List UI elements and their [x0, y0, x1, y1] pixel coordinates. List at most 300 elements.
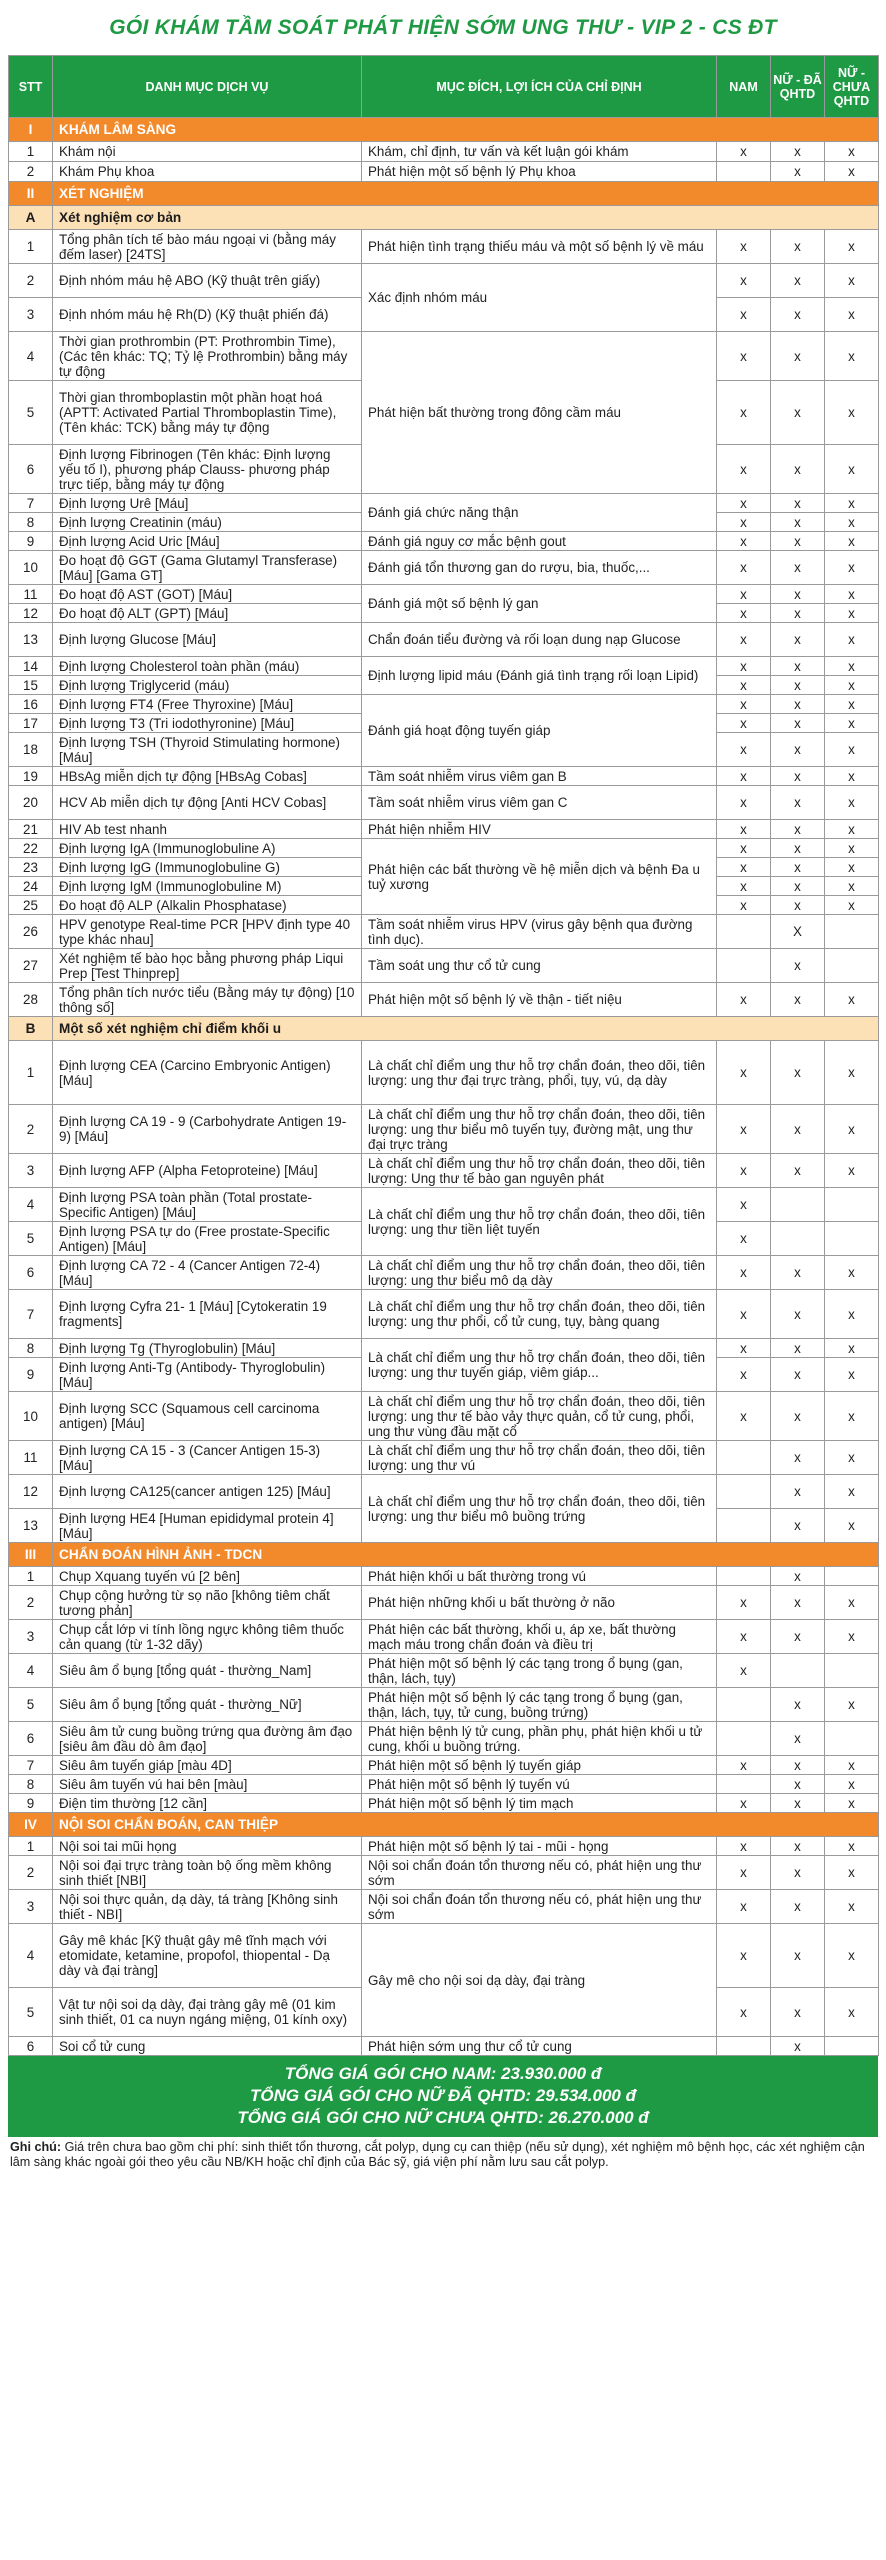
service-name: Tổng phân tích tế bào máu ngoại vi (bằng máy đếm laser) [24TS] — [53, 230, 362, 264]
service-name: Tổng phân tích nước tiểu (Bằng máy tự động) [10 thông số] — [53, 983, 362, 1017]
service-name: Định lượng Triglycerid (máu) — [53, 676, 362, 695]
male-mark: x — [717, 1105, 771, 1154]
service-purpose: Phát hiện một số bệnh lý các tạng trong ổ bụng (gan, thận, lách, tụy) — [362, 1654, 717, 1688]
total-male: TỔNG GIÁ GÓI CHO NAM: 23.930.000 đ — [284, 2064, 602, 2083]
service-name: Định lượng AFP (Alpha Fetoproteine) [Máu] — [53, 1154, 362, 1188]
female-single-mark — [825, 915, 879, 949]
service-name: Thời gian thromboplastin một phần hoạt hoá (APTT: Activated Partial Thromboplastin Time), (Tên khác: TCK) bằng máy tự động — [53, 381, 362, 445]
table-header-row — [9, 56, 879, 118]
female-single-mark: x — [825, 332, 879, 381]
service-name: Định lượng FT4 (Free Thyroxine) [Máu] — [53, 695, 362, 714]
row-stt: 19 — [9, 767, 53, 786]
table-row — [9, 1775, 879, 1794]
table-row — [9, 623, 879, 657]
female-married-mark: x — [771, 264, 825, 298]
row-stt: 1 — [9, 1041, 53, 1105]
service-purpose: Phát hiện một số bệnh lý về thận - tiết niệu — [362, 983, 717, 1017]
male-mark — [717, 1475, 771, 1509]
total-female-married: TỔNG GIÁ GÓI CHO NỮ ĐÃ QHTD: 29.534.000 đ — [250, 2086, 636, 2105]
female-single-mark: x — [825, 1794, 879, 1813]
male-mark: x — [717, 1290, 771, 1339]
female-single-mark: x — [825, 494, 879, 513]
female-married-mark: x — [771, 1105, 825, 1154]
table-row — [9, 142, 879, 162]
male-mark: x — [717, 1256, 771, 1290]
table-row — [9, 1654, 879, 1688]
totals-box — [8, 2056, 878, 2137]
female-married-mark: x — [771, 494, 825, 513]
section-row — [9, 1543, 879, 1567]
female-single-mark: x — [825, 858, 879, 877]
female-married-mark: x — [771, 298, 825, 332]
female-single-mark: x — [825, 532, 879, 551]
section-row — [9, 1813, 879, 1837]
female-married-mark: x — [771, 230, 825, 264]
service-purpose: Là chất chỉ điểm ung thư hỗ trợ chẩn đoán, theo dõi, tiên lượng: Ung thư tế bào gan nguyên phát — [362, 1154, 717, 1188]
table-row — [9, 264, 879, 298]
service-purpose: Phát hiện sớm ung thư cổ tử cung — [362, 2037, 717, 2056]
male-mark: x — [717, 1654, 771, 1688]
male-mark: x — [717, 494, 771, 513]
section-row — [9, 118, 879, 142]
service-purpose: Phát hiện một số bệnh lý tai - mũi - họng — [362, 1837, 717, 1856]
female-single-mark: x — [825, 1392, 879, 1441]
table-row — [9, 695, 879, 714]
female-married-mark: x — [771, 786, 825, 820]
section-label: Xét nghiệm cơ bản — [53, 206, 879, 230]
row-stt: 12 — [9, 604, 53, 623]
female-single-mark: x — [825, 1105, 879, 1154]
row-stt: 3 — [9, 1154, 53, 1188]
service-name: Định lượng CA 19 - 9 (Carbohydrate Antigen 19-9) [Máu] — [53, 1105, 362, 1154]
table-row — [9, 1567, 879, 1586]
service-purpose: Phát hiện một số bệnh lý các tạng trong ổ bụng (gan, thận, lách, tụy, tử cung, buồng trứng) — [362, 1688, 717, 1722]
row-stt: 16 — [9, 695, 53, 714]
service-name: HCV Ab miễn dịch tự động [Anti HCV Cobas] — [53, 786, 362, 820]
section-code: II — [9, 182, 53, 206]
male-mark: x — [717, 714, 771, 733]
female-married-mark: x — [771, 1890, 825, 1924]
service-name: Chụp cộng hưởng từ sọ não [không tiêm chất tương phản] — [53, 1586, 362, 1620]
female-married-mark: x — [771, 513, 825, 532]
female-married-mark: x — [771, 381, 825, 445]
table-row — [9, 767, 879, 786]
service-purpose: Tầm soát nhiễm virus HPV (virus gây bệnh qua đường tình dục). — [362, 915, 717, 949]
table-row — [9, 1924, 879, 1988]
service-purpose: Phát hiện nhiễm HIV — [362, 820, 717, 839]
male-mark: x — [717, 877, 771, 896]
row-stt: 13 — [9, 623, 53, 657]
table-row — [9, 786, 879, 820]
female-single-mark: x — [825, 820, 879, 839]
service-purpose: Là chất chỉ điểm ung thư hỗ trợ chẩn đoán, theo dõi, tiên lượng: ung thư tuyến giáp, viêm giáp... — [362, 1339, 717, 1392]
service-name: HIV Ab test nhanh — [53, 820, 362, 839]
female-married-mark: x — [771, 1475, 825, 1509]
female-single-mark: x — [825, 381, 879, 445]
row-stt: 4 — [9, 1654, 53, 1688]
service-name: Định lượng CA125(cancer antigen 125) [Máu] — [53, 1475, 362, 1509]
female-married-mark: x — [771, 1358, 825, 1392]
male-mark: x — [717, 264, 771, 298]
service-purpose: Phát hiện bệnh lý tử cung, phần phụ, phát hiện khối u tử cung, khối u buồng trứng. — [362, 1722, 717, 1756]
female-single-mark: x — [825, 1358, 879, 1392]
service-name: HPV genotype Real-time PCR [HPV định type 40 type khác nhau] — [53, 915, 362, 949]
table-row — [9, 2037, 879, 2056]
header-stt: STT — [9, 56, 53, 118]
female-single-mark: x — [825, 983, 879, 1017]
female-single-mark: x — [825, 1756, 879, 1775]
female-single-mark: x — [825, 264, 879, 298]
row-stt: 4 — [9, 1188, 53, 1222]
female-married-mark — [771, 1654, 825, 1688]
female-single-mark: x — [825, 657, 879, 676]
female-married-mark: x — [771, 1441, 825, 1475]
male-mark: x — [717, 1222, 771, 1256]
service-name: Định lượng HE4 [Human epididymal protein 4] [Máu] — [53, 1509, 362, 1543]
female-married-mark: x — [771, 162, 825, 182]
service-purpose: Phát hiện một số bệnh lý Phụ khoa — [362, 162, 717, 182]
row-stt: 1 — [9, 142, 53, 162]
service-name: Định lượng CA 72 - 4 (Cancer Antigen 72-4) [Máu] — [53, 1256, 362, 1290]
service-name: Định lượng Anti-Tg (Antibody- Thyroglobulin) [Máu] — [53, 1358, 362, 1392]
row-stt: 2 — [9, 1586, 53, 1620]
male-mark: x — [717, 676, 771, 695]
female-married-mark: x — [771, 949, 825, 983]
service-name: Định lượng Glucose [Máu] — [53, 623, 362, 657]
male-mark: x — [717, 695, 771, 714]
female-single-mark: x — [825, 162, 879, 182]
table-row — [9, 657, 879, 676]
male-mark — [717, 1509, 771, 1543]
row-stt: 22 — [9, 839, 53, 858]
female-married-mark: x — [771, 1041, 825, 1105]
service-name: Định lượng Creatinin (máu) — [53, 513, 362, 532]
male-mark: x — [717, 983, 771, 1017]
section-label: Một số xét nghiệm chỉ điểm khối u — [53, 1017, 879, 1041]
female-single-mark: x — [825, 1890, 879, 1924]
female-married-mark: x — [771, 676, 825, 695]
female-married-mark: x — [771, 332, 825, 381]
service-name: Định lượng IgA (Immunoglobuline A) — [53, 839, 362, 858]
female-married-mark: x — [771, 877, 825, 896]
male-mark: x — [717, 1756, 771, 1775]
service-purpose: Tầm soát nhiễm virus viêm gan C — [362, 786, 717, 820]
section-code: III — [9, 1543, 53, 1567]
row-stt: 10 — [9, 1392, 53, 1441]
female-single-mark: x — [825, 1856, 879, 1890]
section-code: IV — [9, 1813, 53, 1837]
female-married-mark: x — [771, 1620, 825, 1654]
page-title: GÓI KHÁM TẦM SOÁT PHÁT HIỆN SỚM UNG THƯ - VIP 2 - CS ĐT — [109, 15, 777, 39]
row-stt: 5 — [9, 381, 53, 445]
female-single-mark — [825, 1567, 879, 1586]
female-single-mark: x — [825, 298, 879, 332]
female-single-mark: x — [825, 1837, 879, 1856]
female-married-mark: x — [771, 585, 825, 604]
row-stt: 6 — [9, 1256, 53, 1290]
female-married-mark: x — [771, 1290, 825, 1339]
male-mark: x — [717, 767, 771, 786]
service-purpose: Là chất chỉ điểm ung thư hỗ trợ chẩn đoán, theo dõi, tiên lượng: ung thư phổi, cổ tử cung, tụy, bàng quang — [362, 1290, 717, 1339]
header-purpose: MỤC ĐÍCH, LỢI ÍCH CỦA CHỈ ĐỊNH — [362, 56, 717, 118]
service-name: Nội soi đại trực tràng toàn bộ ống mềm không sinh thiết [NBI] — [53, 1856, 362, 1890]
female-married-mark: x — [771, 532, 825, 551]
female-married-mark: x — [771, 733, 825, 767]
male-mark — [717, 1722, 771, 1756]
female-single-mark — [825, 1654, 879, 1688]
service-name: Định lượng T3 (Tri iodothyronine) [Máu] — [53, 714, 362, 733]
service-purpose: Định lượng lipid máu (Đánh giá tình trạng rối loạn Lipid) — [362, 657, 717, 695]
service-purpose: Phát hiện một số bệnh lý tim mạch — [362, 1794, 717, 1813]
service-purpose: Là chất chỉ điểm ung thư hỗ trợ chẩn đoán, theo dõi, tiên lượng: ung thư tiền liệt tuyến — [362, 1188, 717, 1256]
service-name: Khám Phụ khoa — [53, 162, 362, 182]
row-stt: 18 — [9, 733, 53, 767]
female-married-mark: x — [771, 1567, 825, 1586]
row-stt: 8 — [9, 1775, 53, 1794]
row-stt: 1 — [9, 1567, 53, 1586]
female-married-mark: x — [771, 820, 825, 839]
female-married-mark: x — [771, 896, 825, 915]
male-mark: x — [717, 1856, 771, 1890]
service-purpose: Phát hiện bất thường trong đông cầm máu — [362, 332, 717, 494]
service-purpose: Phát hiện một số bệnh lý tuyến vú — [362, 1775, 717, 1794]
section-row — [9, 182, 879, 206]
male-mark: x — [717, 733, 771, 767]
female-married-mark: x — [771, 1509, 825, 1543]
male-mark: x — [717, 820, 771, 839]
service-name: Đo hoạt độ AST (GOT) [Máu] — [53, 585, 362, 604]
service-purpose: Nội soi chẩn đoán tổn thương nếu có, phát hiện ung thư sớm — [362, 1890, 717, 1924]
table-row — [9, 585, 879, 604]
female-married-mark: x — [771, 1924, 825, 1988]
service-purpose: Là chất chỉ điểm ung thư hỗ trợ chẩn đoán, theo dõi, tiên lượng: ung thư biểu mô buồng trứng — [362, 1475, 717, 1543]
female-single-mark: x — [825, 839, 879, 858]
service-name: Siêu âm ổ bụng [tổng quát - thường_Nữ] — [53, 1688, 362, 1722]
row-stt: 13 — [9, 1509, 53, 1543]
male-mark — [717, 949, 771, 983]
female-single-mark — [825, 1722, 879, 1756]
service-purpose: Phát hiện khối u bất thường trong vú — [362, 1567, 717, 1586]
male-mark: x — [717, 513, 771, 532]
service-purpose: Đánh giá tổn thương gan do rượu, bia, thuốc,... — [362, 551, 717, 585]
female-married-mark: x — [771, 1586, 825, 1620]
service-name: Định lượng TSH (Thyroid Stimulating hormone) [Máu] — [53, 733, 362, 767]
service-purpose: Đánh giá chức năng thận — [362, 494, 717, 532]
male-mark: x — [717, 1794, 771, 1813]
male-mark: x — [717, 1188, 771, 1222]
footnote-label: Ghi chú: — [10, 2140, 62, 2154]
service-purpose: Đánh giá nguy cơ mắc bệnh gout — [362, 532, 717, 551]
service-name: Định lượng CEA (Carcino Embryonic Antigen) [Máu] — [53, 1041, 362, 1105]
female-single-mark: x — [825, 1586, 879, 1620]
table-row — [9, 1837, 879, 1856]
female-married-mark: x — [771, 2037, 825, 2056]
female-married-mark: x — [771, 1988, 825, 2037]
service-purpose: Đánh giá hoạt động tuyến giáp — [362, 695, 717, 767]
table-row — [9, 839, 879, 858]
service-name: Đo hoạt độ GGT (Gama Glutamyl Transferase) [Máu] [Gama GT] — [53, 551, 362, 585]
service-purpose: Phát hiện những khối u bất thường ở não — [362, 1586, 717, 1620]
female-single-mark: x — [825, 230, 879, 264]
male-mark: x — [717, 445, 771, 494]
row-stt: 9 — [9, 532, 53, 551]
row-stt: 15 — [9, 676, 53, 695]
female-married-mark: x — [771, 1339, 825, 1358]
female-single-mark — [825, 1188, 879, 1222]
female-single-mark: x — [825, 1620, 879, 1654]
table-row — [9, 949, 879, 983]
male-mark: x — [717, 332, 771, 381]
service-name: Định lượng PSA toàn phần (Total prostate-Specific Antigen) [Máu] — [53, 1188, 362, 1222]
row-stt: 23 — [9, 858, 53, 877]
header-male: NAM — [717, 56, 771, 118]
male-mark: x — [717, 896, 771, 915]
female-single-mark: x — [825, 896, 879, 915]
female-married-mark: x — [771, 1722, 825, 1756]
service-purpose: Là chất chỉ điểm ung thư hỗ trợ chẩn đoán, theo dõi, tiên lượng: ung thư biểu mô dạ dày — [362, 1256, 717, 1290]
row-stt: 8 — [9, 1339, 53, 1358]
section-code: A — [9, 206, 53, 230]
service-purpose: Là chất chỉ điểm ung thư hỗ trợ chẩn đoán, theo dõi, tiên lượng: ung thư biểu mô tuyến tụy, đường mật, ung thư đại trực tràng — [362, 1105, 717, 1154]
service-name: Siêu âm tuyến vú hai bên [màu] — [53, 1775, 362, 1794]
service-purpose: Phát hiện các bất thường về hệ miễn dịch và bệnh Đa u tuỷ xương — [362, 839, 717, 915]
male-mark: x — [717, 298, 771, 332]
service-purpose: Tầm soát nhiễm virus viêm gan B — [362, 767, 717, 786]
subsection-row — [9, 1017, 879, 1041]
row-stt: 6 — [9, 445, 53, 494]
row-stt: 21 — [9, 820, 53, 839]
services-table — [8, 55, 879, 2056]
row-stt: 2 — [9, 1856, 53, 1890]
service-name: Đo hoạt độ ALT (GPT) [Máu] — [53, 604, 362, 623]
service-name: Siêu âm tử cung buồng trứng qua đường âm đạo [siêu âm đầu dò âm đạo] — [53, 1722, 362, 1756]
female-married-mark: x — [771, 142, 825, 162]
female-single-mark: x — [825, 733, 879, 767]
row-stt: 28 — [9, 983, 53, 1017]
section-label: CHẨN ĐOÁN HÌNH ẢNH - TDCN — [53, 1543, 879, 1567]
male-mark: x — [717, 551, 771, 585]
service-purpose: Phát hiện các bất thường, khối u, áp xe, bất thường mạch máu trong chẩn đoán và điều trị — [362, 1620, 717, 1654]
female-married-mark: x — [771, 1837, 825, 1856]
male-mark: x — [717, 1339, 771, 1358]
row-stt: 27 — [9, 949, 53, 983]
female-married-mark: x — [771, 445, 825, 494]
female-single-mark: x — [825, 623, 879, 657]
table-row — [9, 1856, 879, 1890]
row-stt: 8 — [9, 513, 53, 532]
row-stt: 24 — [9, 877, 53, 896]
table-row — [9, 532, 879, 551]
male-mark: x — [717, 585, 771, 604]
female-married-mark: x — [771, 551, 825, 585]
service-name: Định lượng Cyfra 21- 1 [Máu] [Cytokeratin 19 fragments] — [53, 1290, 362, 1339]
female-single-mark: x — [825, 1441, 879, 1475]
service-purpose: Gây mê cho nội soi dạ dày, đại tràng — [362, 1924, 717, 2037]
female-single-mark: x — [825, 714, 879, 733]
section-code: I — [9, 118, 53, 142]
service-name: Định lượng Urê [Máu] — [53, 494, 362, 513]
service-name: Định nhóm máu hệ Rh(D) (Kỹ thuật phiến đá) — [53, 298, 362, 332]
service-name: Soi cổ tử cung — [53, 2037, 362, 2056]
service-purpose: Chẩn đoán tiểu đường và rối loạn dung nạp Glucose — [362, 623, 717, 657]
row-stt: 3 — [9, 298, 53, 332]
female-single-mark — [825, 2037, 879, 2056]
row-stt: 7 — [9, 1290, 53, 1339]
female-single-mark: x — [825, 1041, 879, 1105]
female-married-mark: x — [771, 714, 825, 733]
row-stt: 10 — [9, 551, 53, 585]
section-label: NỘI SOI CHẨN ĐOÁN, CAN THIỆP — [53, 1813, 879, 1837]
female-single-mark: x — [825, 1290, 879, 1339]
female-single-mark: x — [825, 1339, 879, 1358]
service-name: Chụp Xquang tuyến vú [2 bên] — [53, 1567, 362, 1586]
row-stt: 5 — [9, 1688, 53, 1722]
table-row — [9, 1756, 879, 1775]
female-single-mark: x — [825, 1924, 879, 1988]
table-row — [9, 1392, 879, 1441]
service-purpose: Là chất chỉ điểm ung thư hỗ trợ chẩn đoán, theo dõi, tiên lượng: ung thư vú — [362, 1441, 717, 1475]
service-purpose: Là chất chỉ điểm ung thư hỗ trợ chẩn đoán, theo dõi, tiên lượng: ung thư tế bào vảy thực quản, cổ tử cung, phổi, ung thư vùng đầu mặt cổ — [362, 1392, 717, 1441]
female-married-mark: x — [771, 623, 825, 657]
row-stt: 14 — [9, 657, 53, 676]
row-stt: 25 — [9, 896, 53, 915]
service-name: Khám nội — [53, 142, 362, 162]
service-name: Định lượng Cholesterol toàn phần (máu) — [53, 657, 362, 676]
service-name: Điện tim thường [12 cần] — [53, 1794, 362, 1813]
service-name: Siêu âm tuyến giáp [màu 4D] — [53, 1756, 362, 1775]
female-single-mark: x — [825, 1154, 879, 1188]
table-row — [9, 1475, 879, 1509]
male-mark: x — [717, 786, 771, 820]
male-mark: x — [717, 230, 771, 264]
male-mark: x — [717, 1924, 771, 1988]
male-mark: x — [717, 142, 771, 162]
footnote — [8, 2137, 878, 2170]
female-single-mark: x — [825, 445, 879, 494]
service-purpose: Xác định nhóm máu — [362, 264, 717, 332]
female-single-mark: x — [825, 1475, 879, 1509]
service-name: HBsAg miễn dịch tự động [HBsAg Cobas] — [53, 767, 362, 786]
male-mark: x — [717, 1837, 771, 1856]
male-mark — [717, 1441, 771, 1475]
male-mark — [717, 1567, 771, 1586]
female-single-mark: x — [825, 1509, 879, 1543]
female-married-mark: x — [771, 1392, 825, 1441]
male-mark: x — [717, 1988, 771, 2037]
male-mark: x — [717, 657, 771, 676]
female-married-mark: x — [771, 1256, 825, 1290]
row-stt: 20 — [9, 786, 53, 820]
total-female-single: TỔNG GIÁ GÓI CHO NỮ CHƯA QHTD: 26.270.000 đ — [237, 2108, 649, 2127]
service-name: Định lượng Acid Uric [Máu] — [53, 532, 362, 551]
female-single-mark — [825, 1222, 879, 1256]
table-row — [9, 983, 879, 1017]
table-row — [9, 1890, 879, 1924]
male-mark: x — [717, 1392, 771, 1441]
table-row — [9, 1105, 879, 1154]
subsection-row — [9, 206, 879, 230]
header-female-single: NỮ - CHƯA QHTD — [825, 56, 879, 118]
section-label: KHÁM LÂM SÀNG — [53, 118, 879, 142]
female-married-mark: x — [771, 695, 825, 714]
table-row — [9, 1256, 879, 1290]
row-stt: 5 — [9, 1988, 53, 2037]
table-row — [9, 551, 879, 585]
male-mark — [717, 915, 771, 949]
service-name: Định lượng SCC (Squamous cell carcinoma antigen) [Máu] — [53, 1392, 362, 1441]
male-mark — [717, 2037, 771, 2056]
female-married-mark: x — [771, 1856, 825, 1890]
